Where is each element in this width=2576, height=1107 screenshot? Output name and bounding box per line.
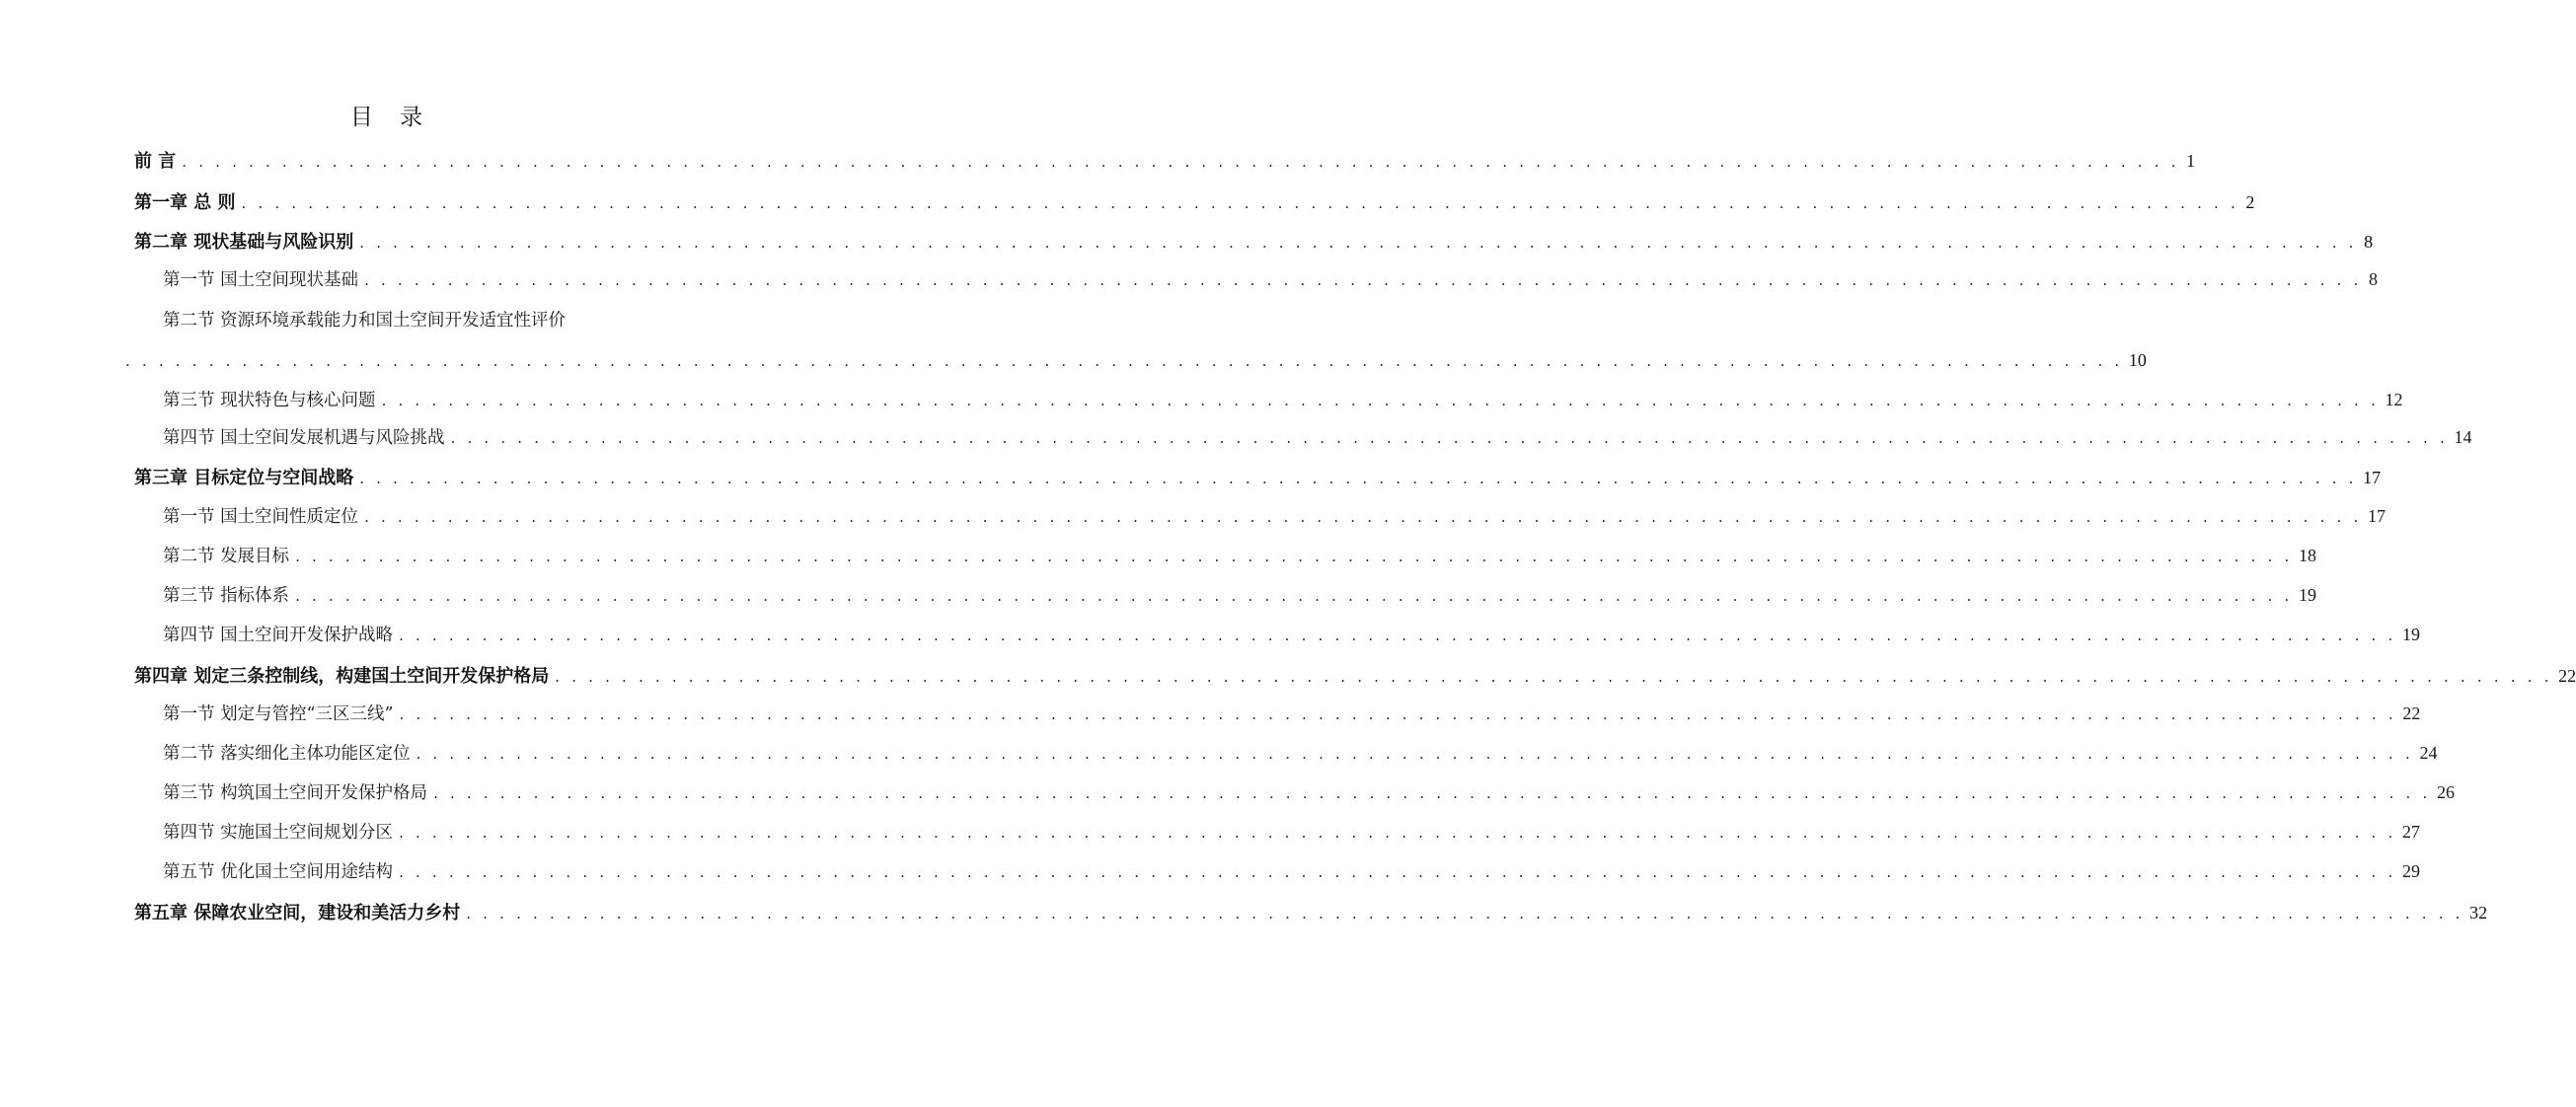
toc-entry[interactable] [163, 308, 665, 333]
leader-dots: . . . . . . . . . . . . . . . . . . . . . . . . . . . . . . . . . . . . . . . . . . . . . . . . . . . . . . . . . . . . . . . . . . . . . . . . . . . . . . . . . . . . . . . . . . . . . . . . . . . . . . . . . . . . . . . . . . . . . . . . [450, 429, 2449, 447]
toc-chapter-entry[interactable] [134, 148, 2196, 174]
toc-entry-label: 前 言 [134, 151, 177, 172]
toc-entry-continuation[interactable] [125, 347, 2147, 373]
toc-entry-label: 第三节 现状特色与核心问题 [163, 391, 376, 410]
leader-dots: . . . . . . . . . . . . . . . . . . . . . . . . . . . . . . . . . . . . . . . . . . . . . . . . . . . . . . . . . . . . . . . . . . . . . . . . . . . . . . . . . . . . . . . . . . . . . . . . . . . . . . . . . . . . . . . . . . . . . . . . [241, 194, 2239, 212]
toc-section-entry[interactable] [163, 622, 2420, 647]
toc-page-number: 17 [2363, 468, 2382, 487]
toc-page-number: 12 [2385, 390, 2403, 409]
leader-dots: . . . . . . . . . . . . . . . . . . . . . . . . . . . . . . . . . . . . . . . . . . . . . . . . . . . . . . . . . . . . . . . . . . . . . . . . . . . . . . . . . . . . . . . . . . . . . . . . . . . . . . . . . . . . . . . . . . . . . . . . [182, 153, 2180, 171]
toc-entry-label: 第四节 实施国土空间规划分区 [163, 823, 394, 843]
leader-dots: . . . . . . . . . . . . . . . . . . . . . . . . . . . . . . . . . . . . . . . . . . . . . . . . . . . . . . . . . . . . . . . . . . . . . . . . . . . . . . . . . . . . . . . . . . . . . . . . . . . . . . . . . . . . . . . . . . . . . . . . [359, 234, 2358, 252]
toc-page-number: 19 [2401, 625, 2420, 644]
toc-entry-label: 第二节 资源环境承载能力和国土空间开发适宜性评价 [163, 311, 567, 331]
toc-page-number: 27 [2401, 822, 2420, 842]
leader-dots: . . . . . . . . . . . . . . . . . . . . . . . . . . . . . . . . . . . . . . . . . . . . . . . . . . . . . . . . . . . . . . . . . . . . . . . . . . . . . . . . . . . . . . . . . . . . . . . . . . . . . . . . . . . . . . . . . . . . . . . . [399, 705, 2397, 723]
toc-entry-label: 第四节 国土空间开发保护战略 [163, 626, 394, 645]
leader-dots: . . . . . . . . . . . . . . . . . . . . . . . . . . . . . . . . . . . . . . . . . . . . . . . . . . . . . . . . . . . . . . . . . . . . . . . . . . . . . . . . . . . . . . . . . . . . . . . . . . . . . . . . . . . . . . . . . . . . . . . . [433, 784, 2431, 802]
page-title: 目 录 [349, 105, 433, 130]
toc-chapter-entry[interactable] [134, 229, 2374, 255]
leader-dots: . . . . . . . . . . . . . . . . . . . . . . . . . . . . . . . . . . . . . . . . . . . . . . . . . . . . . . . . . . . . . . . . . . . . . . . . . . . . . . . . . . . . . . . . . . . . . . . . . . . . . . . . . . . . . . . . . . . . . . . . [364, 271, 2362, 289]
toc-page-number: 24 [2419, 743, 2438, 763]
toc-page-number: 17 [2367, 506, 2386, 526]
toc-entry-label: 第四节 国土空间发展机遇与风险挑战 [163, 428, 445, 448]
toc-section-entry[interactable] [163, 387, 2403, 412]
toc-page-number: 1 [2186, 151, 2196, 171]
toc-entry-label: 第二节 落实细化主体功能区定位 [163, 744, 411, 764]
toc-page-number: 19 [2298, 585, 2316, 605]
leader-dots: . . . . . . . . . . . . . . . . . . . . . . . . . . . . . . . . . . . . . . . . . . . . . . . . . . . . . . . . . . . . . . . . . . . . . . . . . . . . . . . . . . . . . . . . . . . . . . . . . . . . . . . . . . . . . . . . . . . . . . . . [399, 824, 2396, 842]
leader-dots: . . . . . . . . . . . . . . . . . . . . . . . . . . . . . . . . . . . . . . . . . . . . . . . . . . . . . . . . . . . . . . . . . . . . . . . . . . . . . . . . . . . . . . . . . . . . . . . . . . . . . . . . . . . . . . . . . . . . . . . . [399, 627, 2396, 644]
toc-section-entry[interactable] [163, 503, 2386, 529]
toc-chapter-entry[interactable] [134, 189, 2255, 215]
toc-page-number: 18 [2298, 546, 2316, 565]
toc-section-entry[interactable] [163, 424, 2472, 450]
leader-dots: . . . . . . . . . . . . . . . . . . . . . . . . . . . . . . . . . . . . . . . . . . . . . . . . . . . . . . . . . . . . . . . . . . . . . . . . . . . . . . . . . . . . . . . . . . . . . . . . . . . . . . . . . . . . . . . . . . . . . . . . [555, 668, 2553, 686]
toc-entry-label: 第一节 国土空间性质定位 [163, 507, 359, 527]
toc-section-entry[interactable] [163, 858, 2420, 884]
leader-dots: . . . . . . . . . . . . . . . . . . . . . . . . . . . . . . . . . . . . . . . . . . . . . . . . . . . . . . . . . . . . . . . . . . . . . . . . . . . . . . . . . . . . . . . . . . . . . . . . . . . . . . . . . . . . . . . . . . . . . . . . [295, 548, 2293, 565]
toc-page-number: 29 [2401, 861, 2420, 881]
toc-entry-label: 第一章 总 则 [134, 192, 236, 213]
toc-section-entry[interactable] [163, 779, 2455, 805]
toc-section-entry[interactable] [163, 582, 2316, 608]
toc-section-entry[interactable] [163, 740, 2438, 766]
toc-entry-label: 第三节 指标体系 [163, 586, 290, 606]
toc-page-number: 26 [2436, 782, 2455, 802]
toc-section-entry[interactable] [163, 266, 2378, 292]
leader-dots: . . . . . . . . . . . . . . . . . . . . . . . . . . . . . . . . . . . . . . . . . . . . . . . . . . . . . . . . . . . . . . . . . . . . . . . . . . . . . . . . . . . . . . . . . . . . . . . . . . . . . . . . . . . . . . . . . . . . . . . . [416, 745, 2414, 763]
leader-dots: . . . . . . . . . . . . . . . . . . . . . . . . . . . . . . . . . . . . . . . . . . . . . . . . . . . . . . . . . . . . . . . . . . . . . . . . . . . . . . . . . . . . . . . . . . . . . . . . . . . . . . . . . . . . . . . . . . . . . . . . [295, 587, 2293, 605]
toc-entry-label: 第一节 划定与管控“三区三线” [163, 704, 394, 724]
toc-page-number: 2 [2245, 192, 2255, 212]
toc-chapter-entry[interactable] [134, 663, 2576, 689]
toc-section-entry[interactable] [163, 543, 2316, 568]
toc-entry-label: 第五节 优化国土空间用途结构 [163, 862, 394, 882]
toc-page-number: 22 [2558, 666, 2576, 686]
toc-page-number: 8 [2368, 269, 2378, 289]
toc-entry-label: 第二节 发展目标 [163, 547, 290, 566]
toc-page-number: 8 [2364, 232, 2374, 252]
toc-page-number: 14 [2454, 427, 2472, 447]
leader-dots: . . . . . . . . . . . . . . . . . . . . . . . . . . . . . . . . . . . . . . . . . . . . . . . . . . . . . . . . . . . . . . . . . . . . . . . . . . . . . . . . . . . . . . . . . . . . . . . . . . . . . . . . . . . . . . . . . . . . . . . . [125, 352, 2123, 370]
toc-entry-label: 第五章 保障农业空间，建设和美活力乡村 [134, 903, 461, 923]
leader-dots: . . . . . . . . . . . . . . . . . . . . . . . . . . . . . . . . . . . . . . . . . . . . . . . . . . . . . . . . . . . . . . . . . . . . . . . . . . . . . . . . . . . . . . . . . . . . . . . . . . . . . . . . . . . . . . . . . . . . . . . . [359, 470, 2358, 487]
toc-entry-label: 第二章 现状基础与风险识别 [134, 232, 354, 253]
toc-section-entry[interactable] [163, 819, 2420, 845]
toc-chapter-entry[interactable] [134, 900, 2488, 925]
leader-dots: . . . . . . . . . . . . . . . . . . . . . . . . . . . . . . . . . . . . . . . . . . . . . . . . . . . . . . . . . . . . . . . . . . . . . . . . . . . . . . . . . . . . . . . . . . . . . . . . . . . . . . . . . . . . . . . . . . . . . . . . [466, 905, 2464, 922]
toc-chapter-entry[interactable] [134, 465, 2382, 490]
toc-page-number: 10 [2128, 350, 2147, 370]
leader-dots: . . . . . . . . . . . . . . . . . . . . . . . . . . . . . . . . . . . . . . . . . . . . . . . . . . . . . . . . . . . . . . . . . . . . . . . . . . . . . . . . . . . . . . . . . . . . . . . . . . . . . . . . . . . . . . . . . . . . . . . . [381, 392, 2380, 409]
leader-dots: . . . . . . . . . . . . . . . . . . . . . . . . . . . . . . . . . . . . . . . . . . . . . . . . . . . . . . . . . . . . . . . . . . . . . . . . . . . . . . . . . . . . . . . . . . . . . . . . . . . . . . . . . . . . . . . . . . . . . . . . [364, 508, 2362, 526]
toc-entry-label: 第一节 国土空间现状基础 [163, 270, 359, 290]
toc-entry-label: 第三节 构筑国土空间开发保护格局 [163, 783, 428, 803]
toc-entry-label: 第三章 目标定位与空间战略 [134, 468, 354, 488]
leader-dots: . . . . . . . . . . . . . . . . . . . . . . . . . . . . . . . . . . . . . . . . . . . . . . . . . . . . . . . . . . . . . . . . . . . . . . . . . . . . . . . . . . . . . . . . . . . . . . . . . . . . . . . . . . . . . . . . . . . . . . . . [399, 863, 2396, 881]
toc-section-entry[interactable] [163, 701, 2421, 726]
toc-entry-label: 第四章 划定三条控制线，构建国土空间开发保护格局 [134, 666, 550, 687]
toc-page-number: 22 [2402, 703, 2421, 723]
toc-page-number: 32 [2469, 903, 2488, 922]
